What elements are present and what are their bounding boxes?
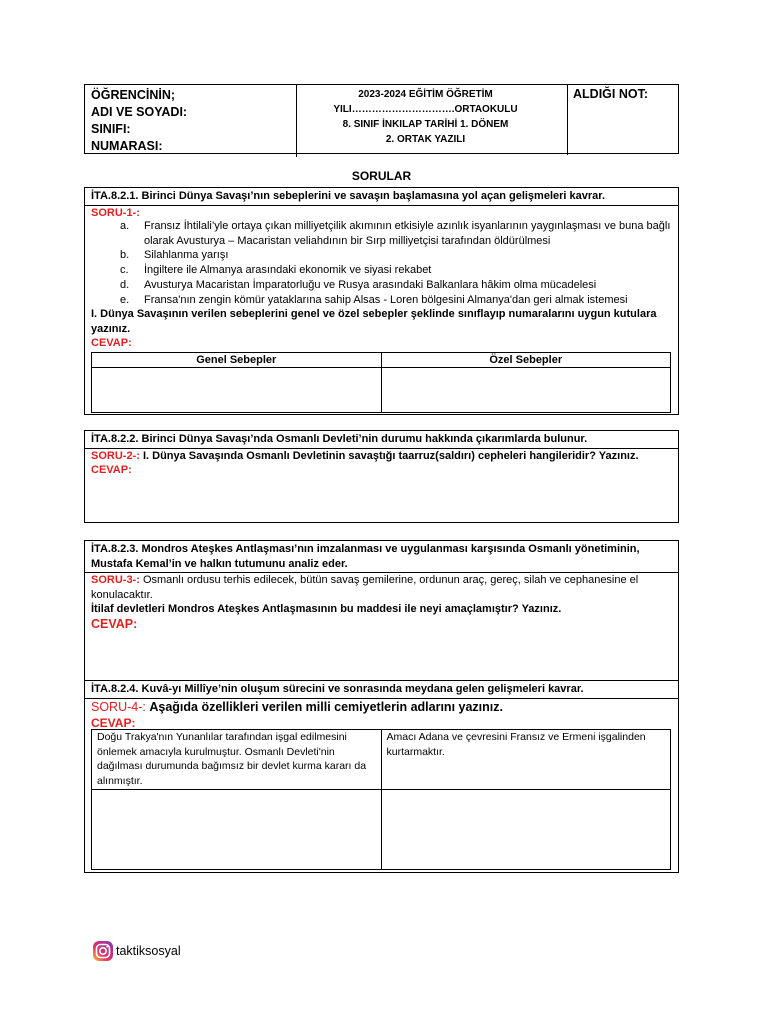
exam-course: 8. SINIF İNKILAP TARİHİ 1. DÖNEM — [342, 119, 509, 130]
instagram-icon — [92, 940, 114, 962]
q1-option-letter: a. — [120, 220, 130, 232]
q4-clue-right: Amacı Adana ve çevresini Fransız ve Ermeni işgalinden kurtarmaktır. — [381, 730, 671, 790]
q4-answer-table — [91, 729, 671, 870]
sorular-title: SORULAR — [351, 169, 412, 183]
q4-clue-left: Doğu Trakya'nın Yunanlılar tarafından işgal edilmesini önlemek amacıyla kurulmuştur. Osmanlı Devleti'nin dağılması durumunda bağımsız bir devlet kurma kararı da alınmıştır. — [92, 730, 382, 790]
q1-label: SORU-1-: — [91, 207, 140, 219]
number-label: NUMARASI: — [91, 139, 163, 153]
footer-credit — [92, 940, 181, 962]
q4-answer-cell-right[interactable] — [381, 790, 671, 870]
class-label: SINIFI: — [91, 122, 131, 136]
q2-outcome: İTA.8.2.2. Birinci Dünya Savaşı’nda Osmanlı Devleti’nin durumu hakkında çıkarımlarda bulunur. — [85, 431, 678, 449]
q1-outcome: İTA.8.2.1. Birinci Dünya Savaşı’nın sebeplerini ve savaşın başlamasına yol açan gelişmeleri kavrar. — [85, 188, 678, 206]
q1-answer-label: CEVAP: — [91, 336, 132, 349]
exam-header — [84, 84, 679, 154]
q3-label: SORU-3-: — [91, 574, 140, 586]
question-4-section — [84, 680, 679, 873]
q2-question: I. Dünya Savaşında Osmanlı Devletinin savaştığı taarruz(saldırı) cepheleri hangileridir? Yazınız. — [142, 450, 639, 462]
footer-handle: taktiksosyal — [116, 944, 181, 958]
q4-label: SORU-4-: — [91, 700, 146, 714]
q1-option-b — [91, 248, 672, 263]
q4-answer-cell-left[interactable] — [92, 790, 382, 870]
question-2-section — [84, 430, 679, 523]
q1-option-d — [91, 278, 672, 293]
question-3-section — [84, 540, 679, 681]
exam-type: 2. ORTAK YAZILI — [385, 134, 466, 145]
exam-school: YILI………………………….ORTAOKULU — [333, 104, 518, 115]
q2-answer-label: CEVAP: — [91, 463, 132, 476]
q3-question: İtilaf devletleri Mondros Ateşkes Antlaşmasının bu maddesi ile neyi amaçlamıştır? Yazınız. — [91, 603, 562, 616]
student-info — [85, 85, 297, 157]
grade-label: ALDIĞI NOT: — [573, 87, 648, 101]
q4-question: Aşağıda özellikleri verilen milli cemiyetlerin adlarını yazınız. — [149, 700, 503, 714]
q1-option-c — [91, 263, 672, 278]
q1-option-letter: c. — [120, 264, 129, 277]
name-label: ADI VE SOYADI: — [91, 105, 188, 119]
q1-option-text: Fransa'nın zengin kömür yataklarına sahip Alsas - Loren bölgesini Almanya'dan geri almak istemesi — [144, 293, 628, 306]
q1-option-a — [91, 219, 672, 248]
q1-option-letter: b. — [120, 249, 130, 262]
q1-option-text: İngiltere ile Almanya arasındaki ekonomik ve siyasi rekabet — [144, 264, 432, 277]
q1-option-text: Fransız İhtilali’yle ortaya çıkan milliyetçilik akımının etkisiyle azınlık isyanlarının yaygınlaşması ve buna bağlı olarak Avusturya – Macaristan veliahdının bir Sırp milliyetçisi tarafından öldürülmesi — [144, 220, 671, 247]
question-1-section — [84, 187, 679, 415]
q2-label: SORU-2-: — [91, 450, 140, 462]
exam-year: 2023-2024 EĞİTİM ÖĞRETİM — [358, 89, 493, 100]
exam-title — [284, 85, 568, 155]
student-label: ÖĞRENCİNİN; — [91, 88, 176, 102]
general-causes-answer-cell[interactable] — [92, 368, 382, 413]
q1-option-e — [91, 293, 672, 308]
special-causes-answer-cell[interactable] — [381, 368, 671, 413]
q1-answer-table — [91, 352, 671, 413]
col-special-causes: Özel Sebepler — [381, 353, 671, 368]
q1-option-letter: e. — [120, 293, 130, 306]
col-general-causes: Genel Sebepler — [92, 353, 382, 368]
q4-answer-label: CEVAP: — [91, 716, 136, 730]
q3-outcome: İTA.8.2.3. Mondros Ateşkes Antlaşması’nın imzalanması ve uygulanması karşısında Osmanlı yönetiminin, Mustafa Kemal’in ve halkın tutumunu analiz eder. — [85, 541, 678, 573]
q1-option-letter: d. — [120, 278, 130, 291]
q3-text: Osmanlı ordusu terhis edilecek, bütün savaş gemilerine, ordunun araç, gereç, silah ve cephanesine el konulacaktır. — [91, 574, 639, 601]
q4-outcome: İTA.8.2.4. Kuvâ-yı Millîye’nin oluşum sürecini ve sonrasında meydana gelen gelişmeleri kavrar. — [85, 681, 678, 699]
q3-answer-label: CEVAP: — [91, 617, 138, 632]
q1-option-text: Silahlanma yarışı — [144, 249, 229, 262]
q1-instruction: I. Dünya Savaşının verilen sebeplerini genel ve özel sebepler şeklinde sınıflayıp numaralarını uygun kutulara yazınız. — [91, 308, 657, 335]
q1-option-text: Avusturya Macaristan İmparatorluğu ve Rusya arasındaki Balkanlara hâkim olma mücadelesi — [144, 278, 597, 291]
grade-box — [567, 85, 691, 157]
